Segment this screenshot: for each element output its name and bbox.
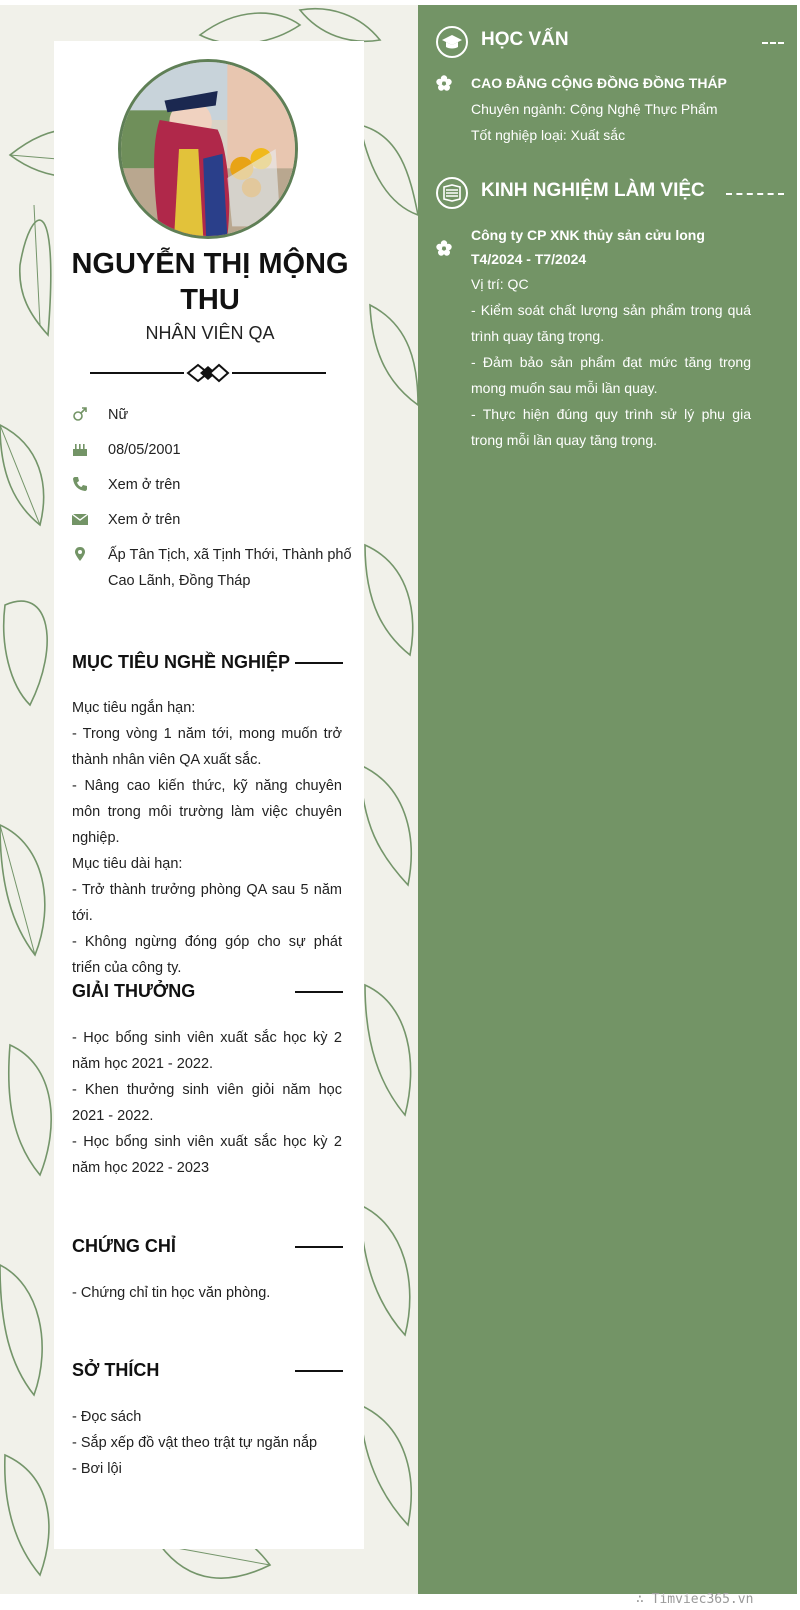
objective-title-line xyxy=(295,662,343,664)
flower-bullet-icon xyxy=(436,240,452,256)
objective-line: - Không ngừng đóng góp cho sự phát triển của công ty. xyxy=(72,934,342,976)
phone-icon xyxy=(72,476,88,492)
education-major: Chuyên ngành: Cộng Nghệ Thực Phẩm xyxy=(471,101,718,117)
watermark: ∴ Timviec365.vn xyxy=(636,1592,754,1607)
experience-duty: - Đảm bảo sản phẩm đạt mức tăng trọng mong muốn sau mỗi lần quay. xyxy=(471,354,751,396)
education-body xyxy=(471,70,751,148)
hobby-line: - Đọc sách xyxy=(72,1409,142,1425)
hobbies-title: SỞ THÍCH xyxy=(72,1360,160,1380)
objective-line: Mục tiêu dài hạn: xyxy=(72,856,183,872)
awards-title: GIẢI THƯỞNG xyxy=(72,981,196,1001)
experience-title: KINH NGHIỆM LÀM VIỆC xyxy=(481,180,705,201)
flower-bullet-icon xyxy=(436,75,452,91)
certificates-title: CHỨNG CHỈ xyxy=(72,1236,176,1256)
envelope-icon xyxy=(72,511,88,527)
award-line: - Học bổng sinh viên xuất sắc học kỳ 2 năm học 2022 - 2023 xyxy=(72,1134,342,1176)
experience-company: Công ty CP XNK thủy sản cửu long xyxy=(471,227,705,243)
name-divider xyxy=(90,362,326,384)
map-marker-icon xyxy=(72,546,88,562)
experience-icon-circle xyxy=(436,177,468,209)
education-title: HỌC VẤN xyxy=(481,29,569,50)
objective-line: - Trong vòng 1 năm tới, mong muốn trở thành nhân viên QA xuất sắc. xyxy=(72,726,342,768)
awards-title-line xyxy=(295,991,343,993)
objective-body xyxy=(72,695,342,981)
education-school: CAO ĐẲNG CỘNG ĐỒNG ĐỒNG THÁP xyxy=(471,75,727,91)
education-icon-circle xyxy=(436,26,468,58)
avatar xyxy=(118,59,298,239)
certificate-line: - Chứng chỉ tin học văn phòng. xyxy=(72,1285,271,1301)
hobbies-title-line xyxy=(295,1370,343,1372)
education-dashes xyxy=(762,42,784,44)
avatar-photo xyxy=(121,62,295,236)
experience-period: T4/2024 - T7/2024 xyxy=(471,251,587,267)
education-header xyxy=(436,26,786,62)
job-title: NHÂN VIÊN QA xyxy=(145,323,275,343)
email-value: Xem ở trên xyxy=(108,512,181,528)
full-name: NGUYỄN THỊ MỘNG THU xyxy=(71,248,349,316)
hobby-line: - Sắp xếp đồ vật theo trật tự ngăn nắp xyxy=(72,1435,318,1451)
hobby-line: - Bơi lội xyxy=(72,1461,122,1477)
objective-line: - Trở thành trưởng phòng QA sau 5 năm tới. xyxy=(72,882,342,924)
phone-value: Xem ở trên xyxy=(108,477,181,493)
gender-icon xyxy=(72,406,88,422)
hobbies-body xyxy=(72,1404,342,1482)
objective-line: Mục tiêu ngắn hạn: xyxy=(72,700,196,716)
objective-title: MỤC TIÊU NGHỀ NGHIỆP xyxy=(72,652,291,672)
experience-duty: - Kiểm soát chất lượng sản phẩm trong quá trình quay tăng trọng. xyxy=(471,302,751,344)
objective-line: - Nâng cao kiến thức, kỹ năng chuyên môn trong môi trường làm việc chuyên nghiệp. xyxy=(72,778,342,846)
address-value: Ấp Tân Tịch, xã Tịnh Thới, Thành phố Cao Lãnh, Đồng Tháp xyxy=(108,547,352,589)
certificates-title-line xyxy=(295,1246,343,1248)
award-line: - Học bổng sinh viên xuất sắc học kỳ 2 năm học 2021 - 2022. xyxy=(72,1030,342,1072)
book-icon xyxy=(442,183,462,203)
graduation-cap-icon xyxy=(442,32,462,52)
birthday-cake-icon xyxy=(72,441,88,457)
experience-duty: - Thực hiện đúng quy trình sử lý phụ gia trong mỗi lần quay tăng trọng. xyxy=(471,406,751,448)
birthday-value: 08/05/2001 xyxy=(108,442,181,458)
experience-position: Vị trí: QC xyxy=(471,276,529,292)
certificates-body xyxy=(72,1280,342,1306)
experience-header xyxy=(436,177,786,213)
award-line: - Khen thưởng sinh viên giỏi năm học 2021 - 2022. xyxy=(72,1082,342,1124)
experience-dashes xyxy=(726,193,784,195)
gender-value: Nữ xyxy=(108,407,129,423)
experience-body xyxy=(471,223,751,453)
awards-body xyxy=(72,1025,342,1181)
education-grade: Tốt nghiệp loại: Xuất sắc xyxy=(471,127,626,143)
